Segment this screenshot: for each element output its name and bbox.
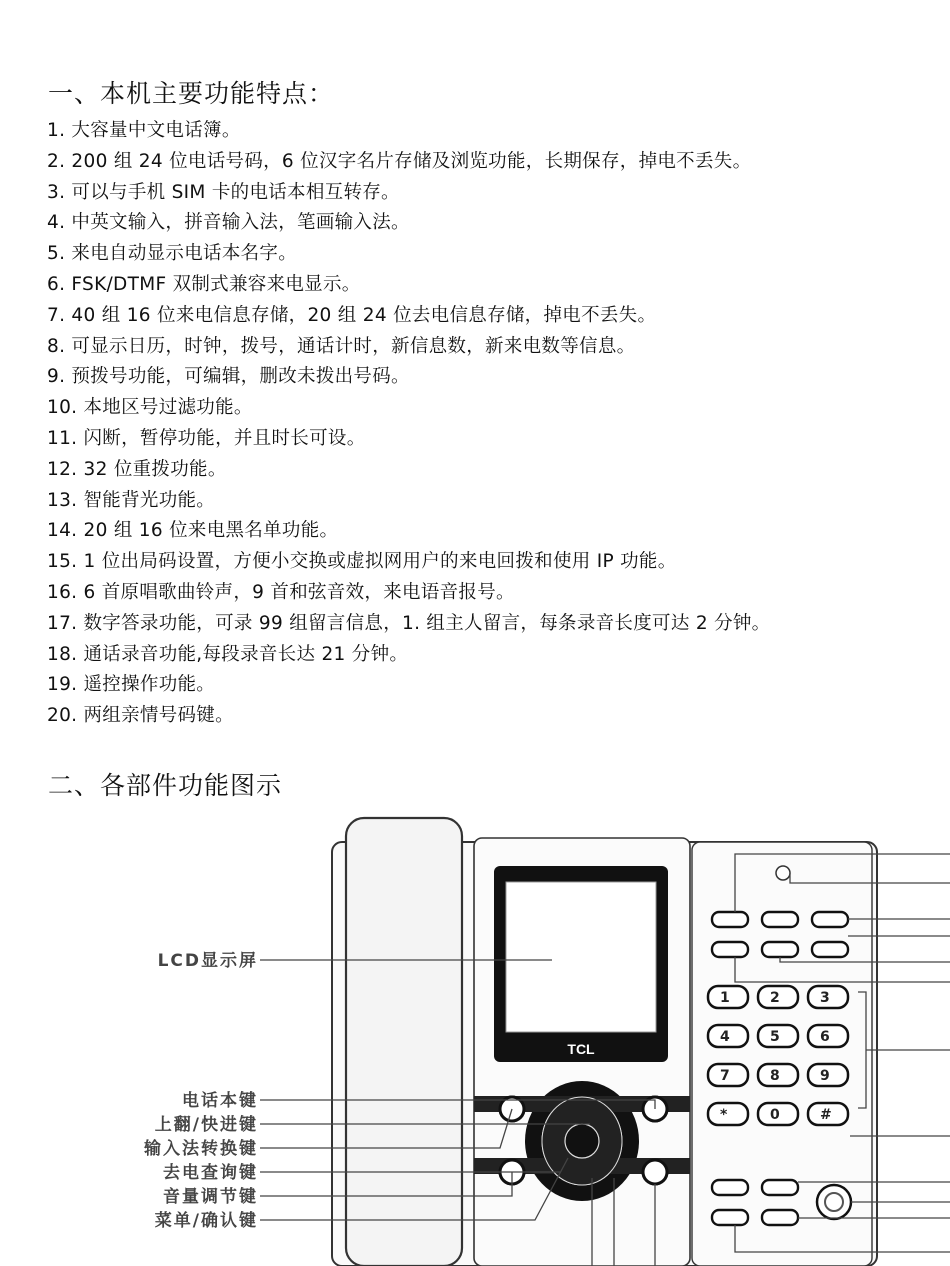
list-item: 16. 6 首原唱歌曲铃声，9 首和弦音效，来电语音报号。 [47, 581, 515, 603]
list-item: 15. 1 位出局码设置，方便小交换或虚拟网用户的来电回拨和使用 IP 功能。 [47, 551, 677, 573]
function-button[interactable] [762, 942, 798, 957]
bottom-button[interactable] [712, 1180, 748, 1195]
bottom-button[interactable] [712, 1210, 748, 1225]
section-title-diagram: 二、各部件功能图示 [48, 771, 283, 800]
list-item: 17. 数字答录功能，可录 99 组留言信息，1. 组主人留言，每条录音长度可达 2 分钟。 [47, 612, 771, 634]
list-item: 9. 预拨号功能，可编辑，删改未拨出号码。 [47, 366, 410, 388]
function-button[interactable] [812, 942, 848, 957]
list-item: 5. 来电自动显示电话本名字。 [47, 243, 298, 265]
phone-diagram [0, 806, 950, 1266]
list-item: 20. 两组亲情号码键。 [47, 705, 234, 727]
keypad-key-label: 7 [720, 1068, 730, 1084]
list-item: 8. 可显示日历，时钟，拨号，通话计时，新信息数，新来电数等信息。 [47, 335, 636, 357]
list-item: 14. 20 组 16 位来电黑名单功能。 [47, 520, 339, 542]
confirm-button-face [565, 1124, 599, 1158]
keypad-key-label: 2 [770, 990, 780, 1006]
keypad-key-label: 8 [770, 1068, 780, 1084]
lcd-screen [506, 882, 656, 1032]
label-menu-confirm-key: 菜单/确认键 [154, 1211, 258, 1231]
keypad-key-label: * [720, 1107, 728, 1123]
keypad-key-label: 3 [820, 990, 830, 1006]
list-item: 4. 中英文输入，拼音输入法，笔画输入法。 [47, 212, 410, 234]
function-button[interactable] [762, 912, 798, 927]
bottom-button[interactable] [762, 1180, 798, 1195]
feature-list [47, 116, 770, 732]
keypad-key-label: 9 [820, 1068, 830, 1084]
keypad-key-label: 6 [820, 1029, 830, 1045]
list-item: 1. 大容量中文电话簿。 [47, 120, 241, 141]
label-phonebook-key: 电话本键 [182, 1091, 258, 1111]
list-item: 13. 智能背光功能。 [47, 489, 216, 511]
label-outgoing-query-key: 去电查询键 [163, 1163, 258, 1183]
list-item: 6. FSK/DTMF 双制式兼容来电显示。 [47, 273, 361, 295]
list-item: 10. 本地区号过滤功能。 [47, 397, 253, 419]
led-indicator [776, 866, 790, 880]
keypad-key-label: 0 [770, 1107, 780, 1123]
function-button[interactable] [712, 912, 748, 927]
label-pageup-key: 上翻/快进键 [154, 1115, 258, 1135]
keypad-key-label: # [820, 1107, 832, 1123]
list-item: 2. 200 组 24 位电话号码，6 位汉字名片存储及浏览功能，长期保存，掉电不丢失。 [47, 150, 752, 172]
list-item: 19. 遥控操作功能。 [47, 674, 216, 696]
speaker-button[interactable] [817, 1185, 851, 1219]
keypad-key-10[interactable] [708, 1103, 748, 1125]
keypad-key-label: 4 [720, 1029, 730, 1045]
section-title-features: 一、本机主要功能特点： [48, 79, 335, 108]
bottom-button[interactable] [762, 1210, 798, 1225]
label-input-method-key: 输入法转换键 [144, 1139, 258, 1159]
function-button[interactable] [712, 942, 748, 957]
handset [346, 818, 462, 1266]
lcd-label: LCD显示屏 [157, 951, 258, 971]
keypad-key-label: 1 [720, 990, 730, 1006]
list-item: 11. 闪断，暂停功能，并且时长可设。 [47, 427, 366, 449]
label-volume-key: 音量调节键 [163, 1187, 258, 1207]
list-item: 18. 通话录音功能,每段录音长达 21 分钟。 [47, 643, 409, 665]
keypad-key-label: 5 [770, 1029, 780, 1045]
list-item: 7. 40 组 16 位来电信息存储，20 组 24 位去电信息存储，掉电不丢失。 [47, 304, 657, 326]
redial-button-face [643, 1160, 667, 1184]
brand-logo: TCL [567, 1041, 595, 1057]
list-item: 3. 可以与手机 SIM 卡的电话本相互转存。 [47, 181, 400, 203]
function-button[interactable] [812, 912, 848, 927]
list-item: 12. 32 位重拨功能。 [47, 458, 227, 480]
